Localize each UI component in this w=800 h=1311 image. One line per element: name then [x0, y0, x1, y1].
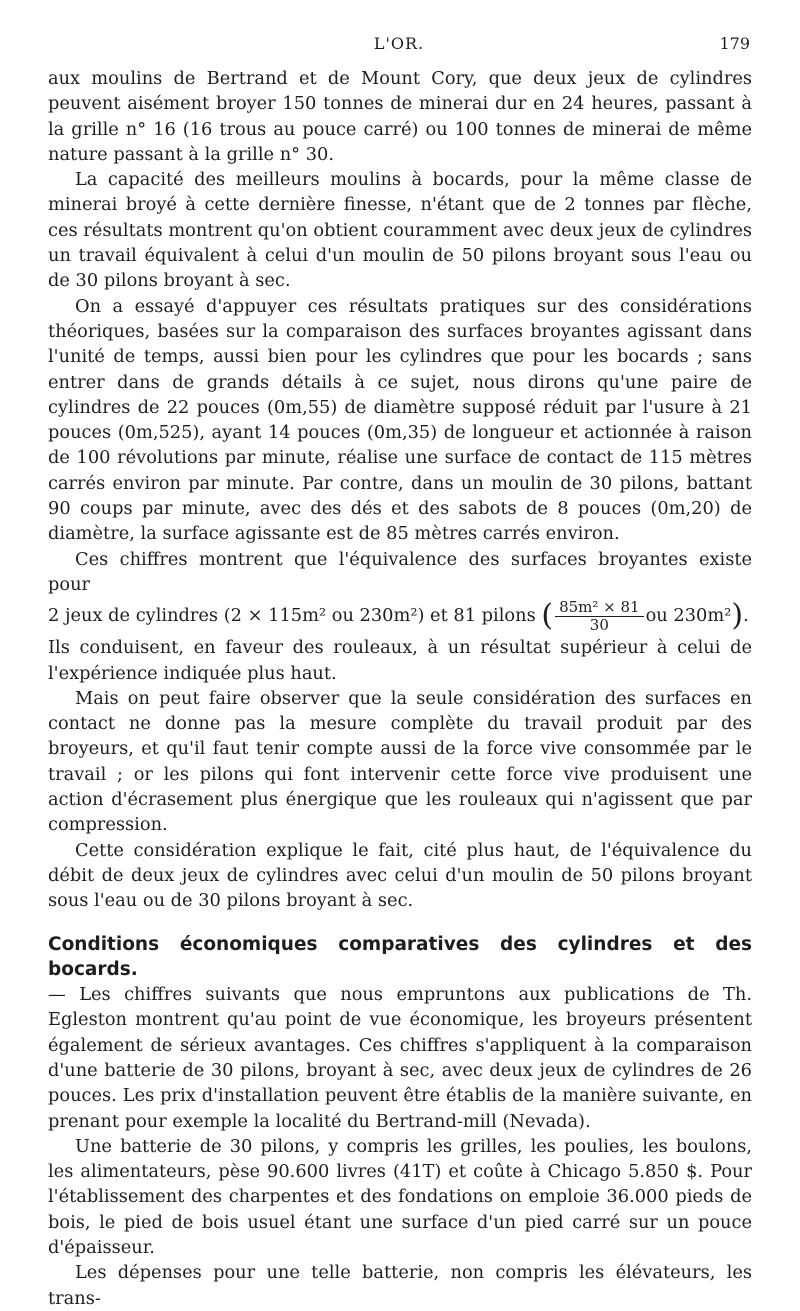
paragraph-5: Mais on peut faire observer que la seule considération des surfaces en contact ne donne pas la mesure complète du travail produit par des broyeurs, et qu'il faut tenir compte aussi de la force vive consommée par le travail ; or les pilons qui font intervenir cette force vive produisent une action d'écrasement plus énergique que les rouleaux qui n'agissent que par compression.	[48, 687, 752, 836]
equivalence-right: ou 230m²	[645, 605, 732, 627]
close-paren: )	[731, 598, 744, 634]
fraction-numerator: 85m² × 81	[555, 599, 644, 617]
paragraph-3: On a essayé d'appuyer ces résultats pratiques sur des considérations théoriques, basées sur la comparaison des surfaces broyantes agissant dans l'unité de temps, aussi bien pour les cylindres que pour les bocards ; sans entrer dans de grands détails à ce sujet, nous dirons qu'une paire de cylindres de 22 pouces (0m,55) de diamètre supposé réduit par l'usure à 21 pouces (0m,525), ayant 14 pouces (0m,35) de longueur et actionnée à raison de 100 révolutions par minute, réalise une surface de contact de 115 mètres carrés environ par minute. Par contre, dans un moulin de 30 pilons, battant 90 coups par minute, avec des dés et des sabots de 8 pouces (0m,20) de diamètre, la surface agissante est de 85 mètres carrés environ.	[48, 295, 752, 545]
paragraph-1: aux moulins de Bertrand et de Mount Cory, que deux jeux de cylindres peuvent aisément broyer 150 tonnes de minerai dur en 24 heures, passant à la grille n° 16 (16 trous au pouce carré) ou 100 tonnes de minerai de même nature passant à la grille n° 30.	[48, 68, 752, 165]
paragraph-9: Les dépenses pour une telle batterie, non compris les élévateurs, les trans-	[48, 1262, 752, 1309]
paragraph-7: — Les chiffres suivants que nous empruntons aux publications de Th. Egleston montrent qu'au point de vue économique, les broyeurs présentent également de sérieux avantages. Ces chiffres s'appliquent à la comparaison d'une batterie de 30 pilons, broyant à sec, avec deux jeux de cylindres de 26 pouces. Les prix d'installation peuvent être établis de la manière suivante, en prenant pour exemple la localité du Bertrand-mill (Nevada).	[48, 984, 752, 1132]
paragraph-4-end: Ils conduisent, en faveur des rouleaux, à un résultat supérieur à celui de l'expérience indiquée plus haut.	[48, 637, 752, 684]
equivalence-left: 2 jeux de cylindres (2 × 115m² ou 230m²) et 81 pilons	[48, 605, 536, 627]
page-header	[48, 34, 750, 58]
fraction	[555, 599, 644, 634]
running-title: L'OR.	[373, 34, 425, 53]
section-title: Conditions économiques comparatives des cylindres et des bocards.	[48, 933, 752, 980]
paragraph-8: Une batterie de 30 pilons, y compris les grilles, les poulies, les boulons, les alimentateurs, pèse 90.600 livres (41T) et coûte à Chicago 5.850 $. Pour l'établissement des charpentes et des fondations on emploie 36.000 pieds de bois, le pied de bois usuel étant une surface d'un pied carré sur un pouce d'épaisseur.	[48, 1135, 752, 1259]
section	[48, 932, 752, 1311]
page-number: 179	[719, 34, 750, 53]
paragraph-4-intro: Ces chiffres montrent que l'équivalence des surfaces broyantes existe pour	[48, 548, 752, 595]
body-text	[48, 66, 752, 1311]
fraction-denominator: 30	[589, 615, 609, 634]
paragraph-6: Cette considération explique le fait, cité plus haut, de l'équivalence du débit de deux jeux de cylindres avec celui d'un moulin de 50 pilons broyant sous l'eau ou de 30 pilons broyant à sec.	[48, 839, 752, 912]
paragraph-2: La capacité des meilleurs moulins à bocards, pour la même classe de minerai broyé à cette dernière finesse, n'étant que de 2 tonnes par flèche, ces résultats montrent qu'on obtient couramment avec deux jeux de cylindres un travail équivalent à celui d'un moulin de 50 pilons broyant sous l'eau ou de 30 pilons broyant à sec.	[48, 169, 752, 292]
equivalence-line: 2 jeux de cylindres (2 × 115m² ou 230m²) et 81 pilons ( $\frac{\text{85m² × 81}}{30}$ ou 230m²).	[48, 597, 749, 634]
open-paren: (	[541, 598, 554, 634]
